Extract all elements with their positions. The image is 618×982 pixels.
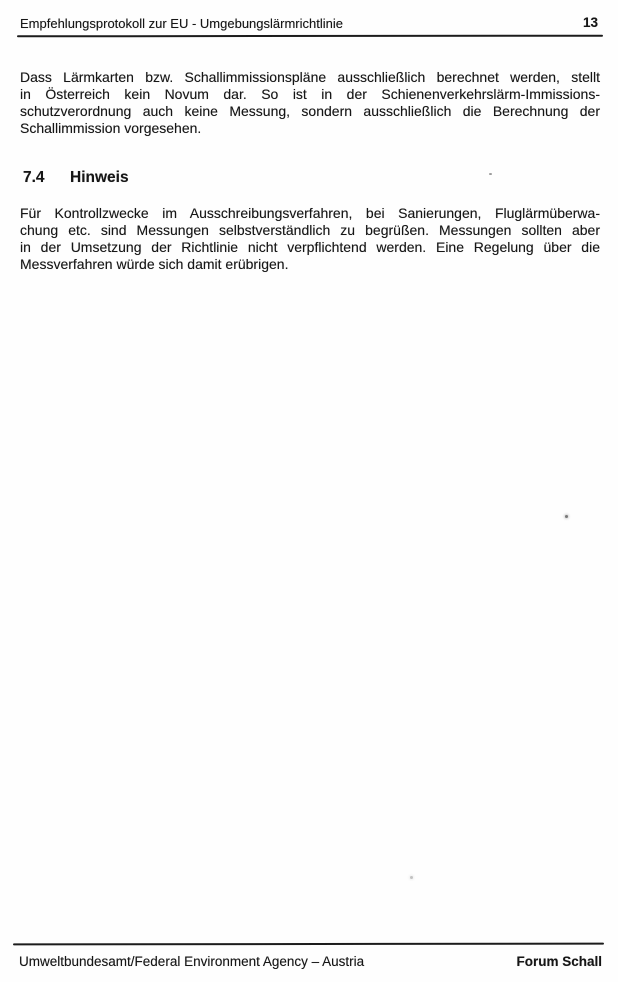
footer-agency-text: Umweltbundesamt/Federal Environment Agency – Austria: [19, 954, 365, 969]
paragraph-1: [20, 69, 600, 137]
header-page-number: 13: [582, 15, 598, 30]
section-number: 7.4: [23, 169, 45, 186]
paragraph-line: chung etc. sind Messungen selbstverständlich zu begrüßen. Messungen sollten aber: [20, 222, 600, 238]
paragraph-line: schutzverordnung auch keine Messung, sondern ausschließlich die Berechnung der: [20, 103, 600, 119]
section-title: Hinweis: [70, 169, 129, 186]
scan-speck: [565, 515, 568, 518]
paragraph-line: in Österreich kein Novum dar. So ist in der Schienenverkehrslärm-Immissions-: [20, 86, 600, 102]
paragraph-line: in der Umsetzung der Richtlinie nicht verpflichtend werden. Eine Regelung über die: [20, 239, 600, 255]
scan-speck: [489, 173, 492, 175]
header-title: Empfehlungsprotokoll zur EU - Umgebungslärmrichtlinie: [20, 16, 343, 31]
header-rule: [17, 35, 603, 38]
paragraph-line: Dass Lärmkarten bzw. Schallimmissionspläne ausschließlich berechnet werden, stellt: [20, 69, 600, 85]
paragraph-line: Messverfahren würde sich damit erübrigen.: [20, 256, 289, 272]
footer-rule: [13, 943, 604, 946]
scan-speck: [410, 876, 413, 879]
paragraph-2: [20, 205, 600, 273]
paragraph-line: Für Kontrollzwecke im Ausschreibungsverfahren, bei Sanierungen, Fluglärmüberwa-: [20, 205, 600, 221]
footer-forum-schall-text: Forum Schall: [516, 954, 602, 969]
paragraph-line: Schallimmission vorgesehen.: [20, 120, 202, 136]
section-heading: [23, 170, 129, 186]
